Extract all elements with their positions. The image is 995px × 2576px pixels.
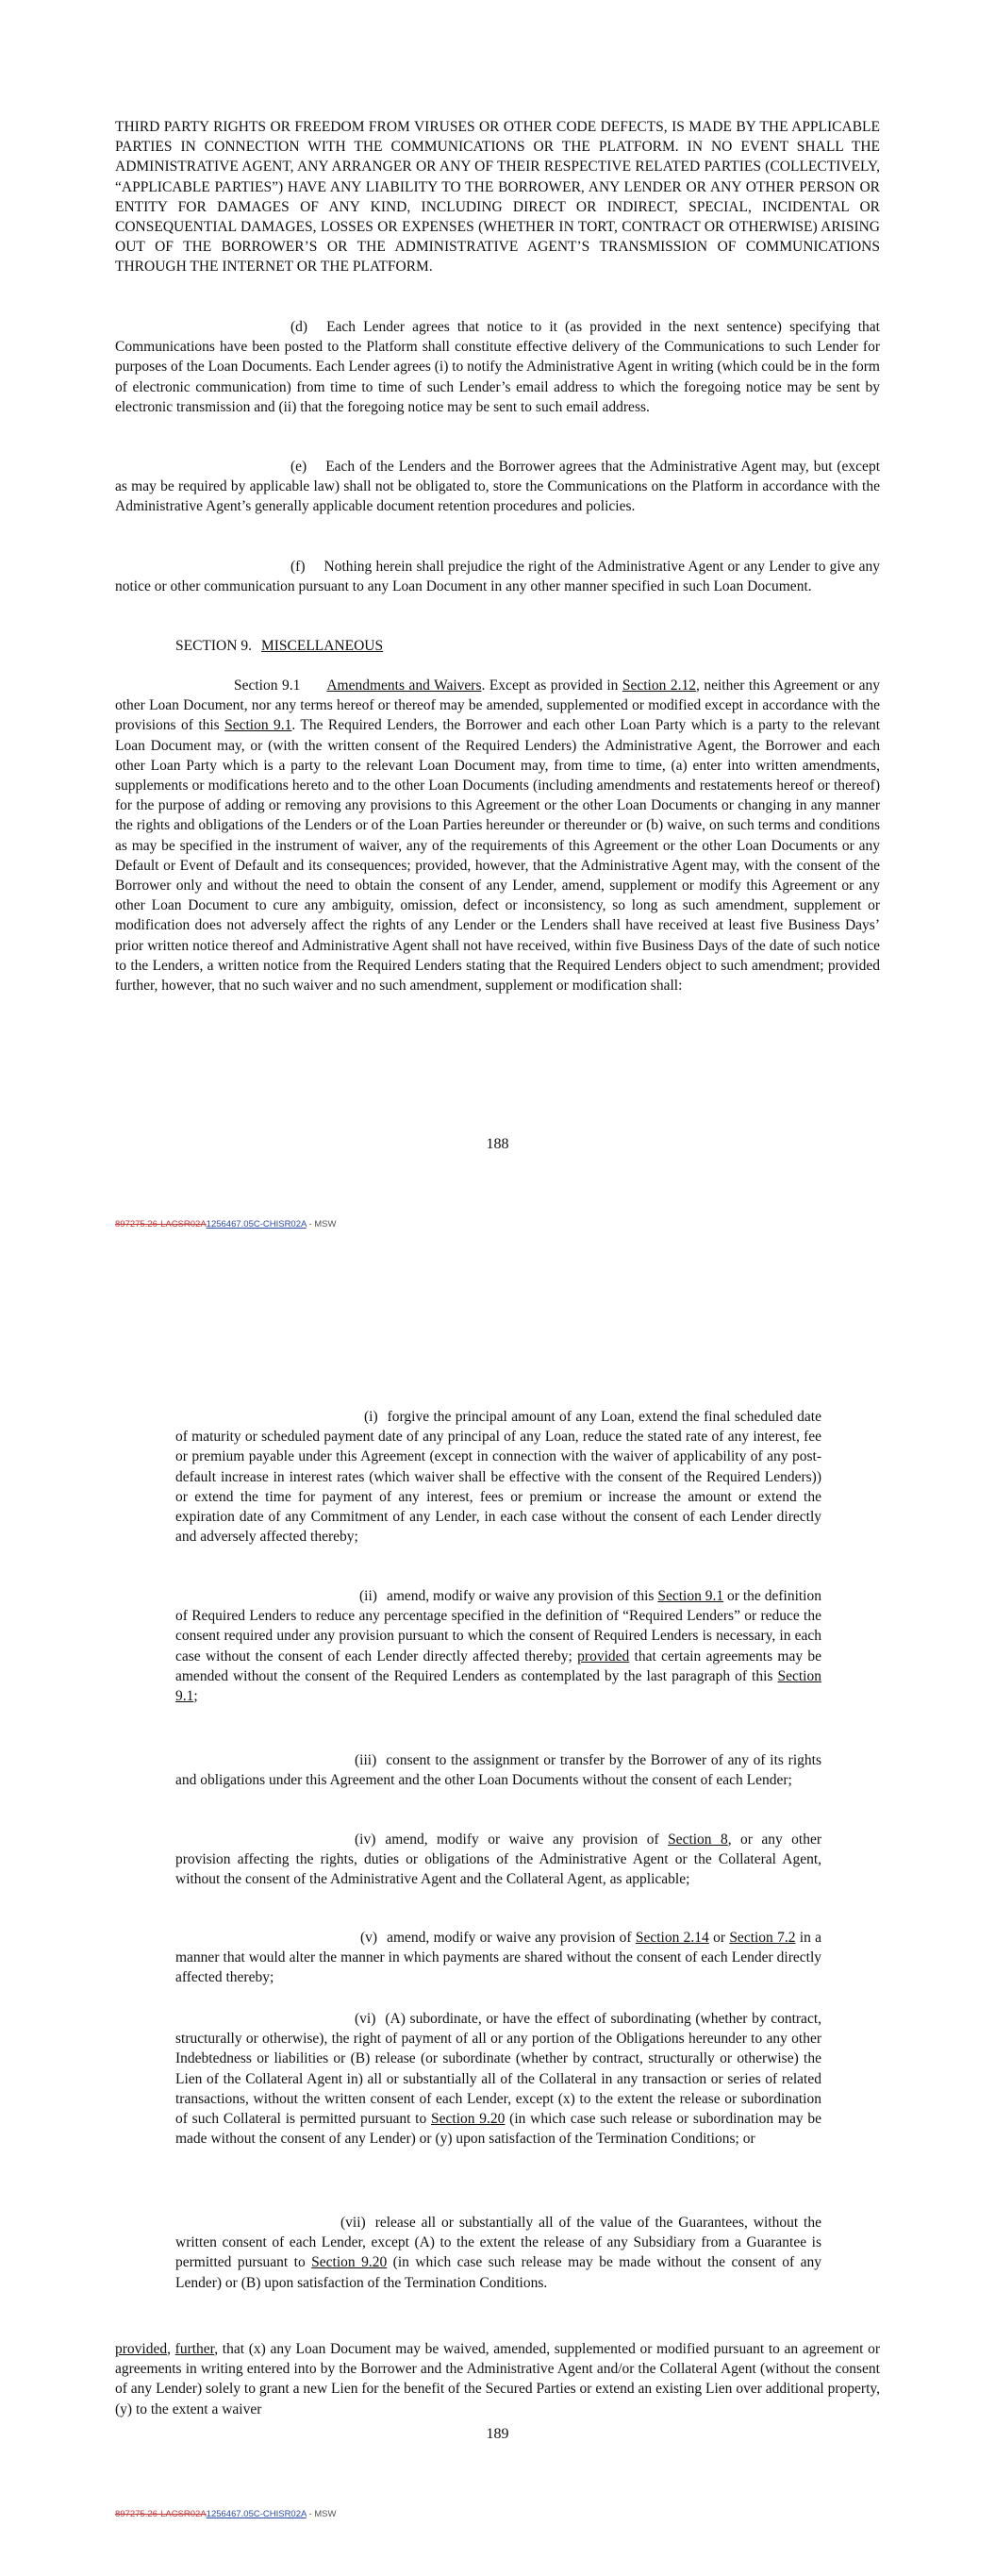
clause-v-text-c: in a manner that would alter the manner in which payments are shared without the consent of each Lender directly affected thereby; [175,1930,822,1986]
provided-term: provided [577,1648,630,1664]
document-footer [115,1219,336,1229]
clause-v-text-a: amend, modify or waive any provision of [387,1930,636,1946]
section-9-20-link[interactable]: Section 9.20 [311,2254,388,2271]
clause-iv-label: (iv) [355,1832,376,1848]
footer-deleted-id: 897275.26-LACSR02A [115,1219,207,1229]
footer-tail: - MSW [306,2509,337,2519]
footer-tail: - MSW [306,1219,337,1229]
clause-i-text: forgive the principal amount of any Loan, extend the final scheduled date of maturity or scheduled payment date of any principal of any Loan, reduce the stated rate of any interest, fee or premium payable under this Agreement (except in connection with the waiver of applicability of any post-default increase in interest rates (which waiver shall be effective with the consent of the Required Lenders)) or extend the time for payment of any interest, fees or premium or increase the amount or extend the expiration date of any Commitment of any Lender, in each case without the consent of each Lender directly and adversely affected thereby; [175,1409,821,1546]
page-189 [0,1288,995,2576]
footer-inserted-id: 1256467.05C-CHISR02A [206,2509,307,2519]
paragraph-d-label: (d) [290,319,308,335]
clause-ii-text-d: ; [193,1688,198,1705]
clause-iv-text-b: , or any other provision affecting the rights, duties or obligations of the Administrative Agent or the Collateral Agent, without the consent of the Administrative Agent and the Collateral Agent, as applicable; [175,1832,822,1888]
paragraph-f-text: Nothing herein shall prejudice the right of the Administrative Agent or any Lender to give any notice or other communication pursuant to any Loan Document in any other manner specified in such Loan Document. [115,559,880,595]
section-9-1-link[interactable]: Section 9.1 [657,1588,724,1604]
clause-iii-text: consent to the assignment or transfer by the Borrower of any of its rights and obligations under this Agreement and the other Loan Documents without the consent of each Lender; [175,1752,821,1789]
section-9-1-number: Section 9.1 [234,677,301,694]
section-heading [175,636,741,656]
provided-term: provided [115,2341,168,2357]
clause-v-text-b: or [708,1930,730,1946]
section-9-1-text-a: . Except as provided in [481,677,622,694]
section-2-12-link[interactable]: Section 2.12 [622,677,696,694]
section-9-20-link[interactable]: Section 9.20 [431,2111,506,2128]
page-number: 188 [486,1136,509,1152]
paragraph-f-label: (f) [290,559,306,575]
clause-iv-text-a: amend, modify or waive any provision of [385,1832,669,1848]
clause-vi-text-b: (in which case such release or subordination may be made without the consent of any Lender) or (y) upon satisfaction of the Termination Conditions; or [175,2111,822,2148]
section-number: SECTION 9. [175,638,252,654]
section-9-1-paragraph [115,676,880,995]
clause-vii-label: (vii) [340,2215,366,2231]
clause-iii-label: (iii) [355,1752,377,1768]
paragraph-d [115,317,880,417]
clause-ii-text-c: that certain agreements may be amended without the consent of the Required Lenders as contemplated by the last paragraph of this [175,1648,822,1684]
clause-ii-text-a: amend, modify or waive any provision of this [386,1588,658,1604]
document-footer [115,2509,336,2519]
clause-vi [175,2009,821,2149]
clause-vii-text-a: release all or substantially all of the value of the Guarantees, without the written consent of each Lender, except (A) to the extent the release of any Subsidiary from a Guarantee is permitted pursuant to [175,2215,821,2271]
proviso-paragraph [115,2339,880,2419]
paragraph-e-label: (e) [290,459,307,475]
clause-ii [175,1586,821,1706]
disclaimer-paragraph: THIRD PARTY RIGHTS OR FREEDOM FROM VIRUSES OR OTHER CODE DEFECTS, IS MADE BY THE APPLICABLE PARTIES IN CONNECTION WITH THE COMMUNICATIONS OR THE PLATFORM. IN NO EVENT SHALL THE ADMINISTRATIVE AGENT, ANY ARRANGER OR ANY OF THEIR RESPECTIVE RELATED PARTIES (COLLECTIVELY, “APPLICABLE PARTIES”) HAVE ANY LIABILITY TO THE BORROWER, ANY LENDER OR ANY OTHER PERSON OR ENTITY FOR DAMAGES OF ANY KIND, INCLUDING DIRECT OR INDIRECT, SPECIAL, INCIDENTAL OR CONSEQUENTIAL DAMAGES, LOSSES OR EXPENSES (WHETHER IN TORT, CONTRACT OR OTHERWISE) ARISING OUT OF THE BORROWER’S OR THE ADMINISTRATIVE AGENT’S TRANSMISSION OF COMMUNICATIONS THROUGH THE INTERNET OR THE PLATFORM. [115,119,880,276]
clause-i [175,1407,821,1547]
clause-vii-text-b: (in which case such release may be made without the consent of any Lender) or (B) upon satisfaction of the Termination Conditions. [175,2254,821,2291]
page-number: 189 [486,2426,509,2442]
proviso-text: , that (x) any Loan Document may be waived, amended, supplemented or modified pursuant to an agreement or agreements in writing entered into by the Borrower and the Administrative Agent and/or the Collateral Agent (without the consent of any Lender) solely to grant a new Lien for the benefit of the Secured Parties or extend an existing Lien over additional property, (y) to the extent a waiver [115,2341,880,2417]
footer-deleted-id: 897275.26-LACSR02A [115,2509,207,2519]
clause-ii-text-b: or the definition of Required Lenders to reduce any percentage specified in the definition of “Required Lenders” or reduce the consent required under any provision pursuant to which the consent of Required Lenders is necessary, in each case without the consent of each Lender directly affected thereby; [175,1588,821,1664]
clause-vii [175,2213,821,2293]
section-9-1-link[interactable]: Section 9.1 [175,1667,821,1705]
clause-iii [175,1750,821,1790]
section-9-1-text-c: . The Required Lenders, the Borrower and each other Loan Party which is a party to the relevant Loan Document may, or (with the written consent of the Required Lenders) the Administrative Agent, the Borrower and each other Loan Party which is a party to the relevant Loan Document may, from time to time, (a) enter into written amendments, supplements or modifications hereto and to the other Loan Documents (including amendments and restatements hereof or thereof) for the purpose of adding or removing any provisions to this Agreement or the other Loan Documents or changing in any manner the rights and obligations of the Lenders or of the Loan Parties hereunder or thereunder or (b) waive, on such terms and conditions as may be specified in the instrument of waiver, any of the requirements of this Agreement or the other Loan Documents or any Default or Event of Default and its consequences; provided, however, that the Administrative Agent may, with the consent of the Borrower only and without the need to obtain the consent of any Lender, amend, supplement or modify this Agreement or any other Loan Document to cure any ambiguity, omission, defect or inconsistency, so long as such amendment, supplement or modification does not adversely affect the rights of any Lender or the Lenders shall have received at least five Business Days’ prior written notice thereof and Administrative Agent shall not have received, within five Business Days of the date of such notice to the Lenders, a written notice from the Required Lenders stating that the Required Lenders object to such amendment; provided further, however, that no such waiver and no such amendment, supplement or modification shall: [115,717,880,995]
clause-v-label: (v) [360,1930,378,1946]
clause-v [175,1928,821,1988]
paragraph-e [115,457,880,517]
paragraph-e-text: Each of the Lenders and the Borrower agrees that the Administrative Agent may, but (except as may be required by applicable law) shall not be obligated to, store the Communications on the Platform in accordance with the Administrative Agent’s generally applicable document retention procedures and policies. [115,459,880,515]
clause-vi-label: (vi) [355,2011,376,2027]
proviso-separator: , [167,2341,175,2357]
clause-i-label: (i) [364,1409,378,1425]
section-2-14-link[interactable]: Section 2.14 [635,1930,709,1946]
footer-inserted-id: 1256467.05C-CHISR02A [206,1219,307,1229]
section-9-1-title: Amendments and Waivers [326,677,482,694]
clause-iv [175,1830,821,1890]
section-9-1-text-b: , neither this Agreement or any other Loan Document, nor any terms hereof or thereof may be amended, supplemented or modified except in accordance with the provisions of this [115,677,880,734]
section-7-2-link[interactable]: Section 7.2 [729,1930,796,1946]
paragraph-d-text: Each Lender agrees that notice to it (as provided in the next sentence) specifying that Communications have been posted to the Platform shall constitute effective delivery of the Communications to such Lender for purposes of the Loan Documents. Each Lender agrees (i) to notify the Administrative Agent in writing (which could be in the form of electronic communication) from time to time of such Lender’s email address to which the foregoing notice may be sent by electronic transmission and (ii) that the foregoing notice may be sent to such email address. [115,319,880,415]
paragraph-f [115,557,880,596]
section-title: MISCELLANEOUS [260,638,384,654]
clause-vi-text-a: (A) subordinate, or have the effect of subordinating (whether by contract, structurally or otherwise), the right of payment of all or any portion of the Obligations hereunder to any other Indebtedness or liabilities or (B) release (or subordinate (whether by contract, structurally or otherwise) the Lien of the Collateral Agent in) all or substantially all of the Collateral in any transaction or series of related transactions, without the written consent of each Lender, except (x) to the extent the release or subordination of such Collateral is permitted pursuant to [175,2011,821,2128]
clause-ii-label: (ii) [359,1588,377,1604]
section-8-link[interactable]: Section 8 [668,1832,728,1848]
section-9-1-link[interactable]: Section 9.1 [224,717,292,734]
further-term: further [174,2341,215,2357]
